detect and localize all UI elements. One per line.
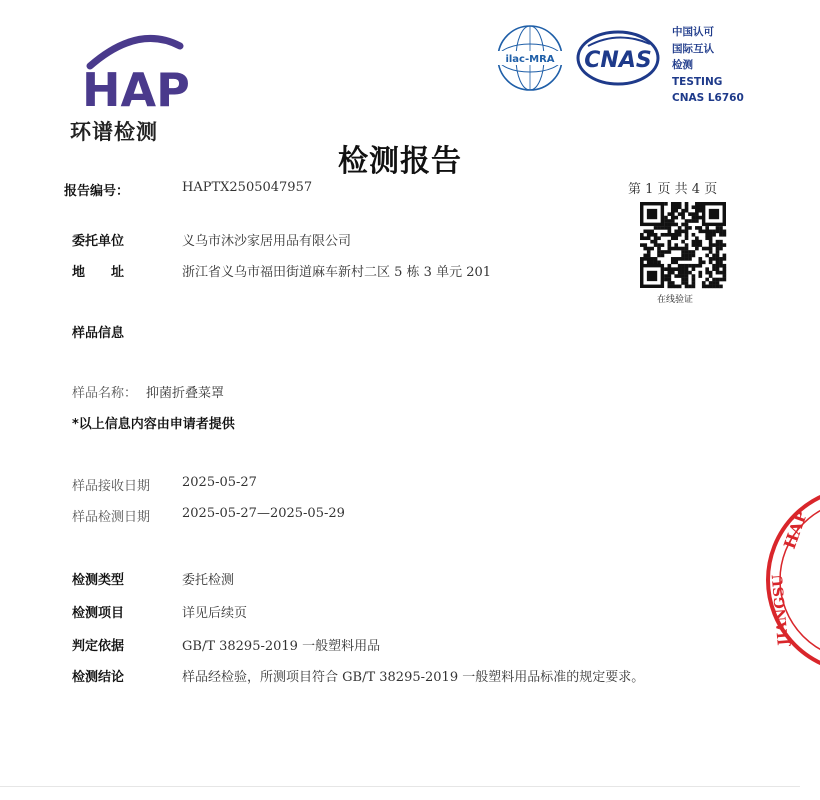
test-item-value: 详见后续页	[182, 606, 248, 621]
sample-name-value: 抑菌折叠菜罩	[146, 386, 225, 401]
client-value: 义乌市沐沙家居用品有限公司	[182, 234, 352, 249]
sample-name-label: 样品名称：	[72, 386, 138, 401]
test-item-label: 检测项目	[72, 606, 125, 621]
test-type-value: 委托检测	[182, 573, 235, 588]
report-number-label: 报告编号：	[64, 184, 130, 199]
ilac-mra-text: ilac-MRA	[505, 54, 555, 65]
cert-line: CNAS L6760	[672, 92, 744, 104]
cert-line: TESTING	[672, 75, 723, 88]
cert-line: 中国认可	[672, 26, 714, 38]
basis-value: GB/T 38295-2019 一般塑料用品	[182, 639, 381, 654]
page-indicator: 第 1 页 共 4 页	[628, 182, 718, 197]
address-label: 地 址	[72, 265, 125, 280]
receive-date-label: 样品接收日期	[72, 479, 151, 494]
conclusion-value: 样品经检验，所测项目符合 GB/T 38295-2019 一般塑料用品标准的规定要求。	[182, 670, 645, 685]
document-title: 检测报告	[338, 144, 462, 179]
cnas-text: CNAS	[584, 48, 652, 73]
address-value: 浙江省义乌市福田街道麻车新村二区 5 栋 3 单元 201	[182, 265, 492, 280]
stamp-text: HAP	[779, 507, 812, 552]
qr-code-icon[interactable]	[640, 202, 726, 288]
sample-section-title: 样品信息	[72, 326, 125, 341]
test-date-value: 2025-05-27—2025-05-29	[182, 506, 345, 521]
hap-logo-text: HAP	[82, 63, 190, 117]
report-number-value: HAPTX2505047957	[182, 180, 313, 195]
official-seal-stamp	[760, 480, 820, 680]
conclusion-label: 检测结论	[72, 670, 125, 685]
ilac-mra-logo	[494, 22, 566, 94]
receive-date-value: 2025-05-27	[182, 475, 257, 490]
accreditation-text	[672, 24, 744, 107]
cnas-logo	[574, 26, 662, 90]
cert-line: 检测	[672, 59, 693, 71]
stamp-text-2: JIANGSU	[769, 573, 792, 647]
sample-note: *以上信息内容由申请者提供	[72, 417, 235, 432]
qr-caption: 在线验证	[657, 295, 694, 305]
basis-label: 判定依据	[72, 639, 125, 654]
bottom-divider	[0, 786, 800, 787]
cert-line: 国际互认	[672, 42, 714, 55]
hap-logo-cn: 环谱检测	[70, 120, 158, 144]
test-type-label: 检测类型	[72, 573, 125, 588]
client-label: 委托单位	[72, 234, 125, 249]
test-date-label: 样品检测日期	[72, 510, 151, 525]
